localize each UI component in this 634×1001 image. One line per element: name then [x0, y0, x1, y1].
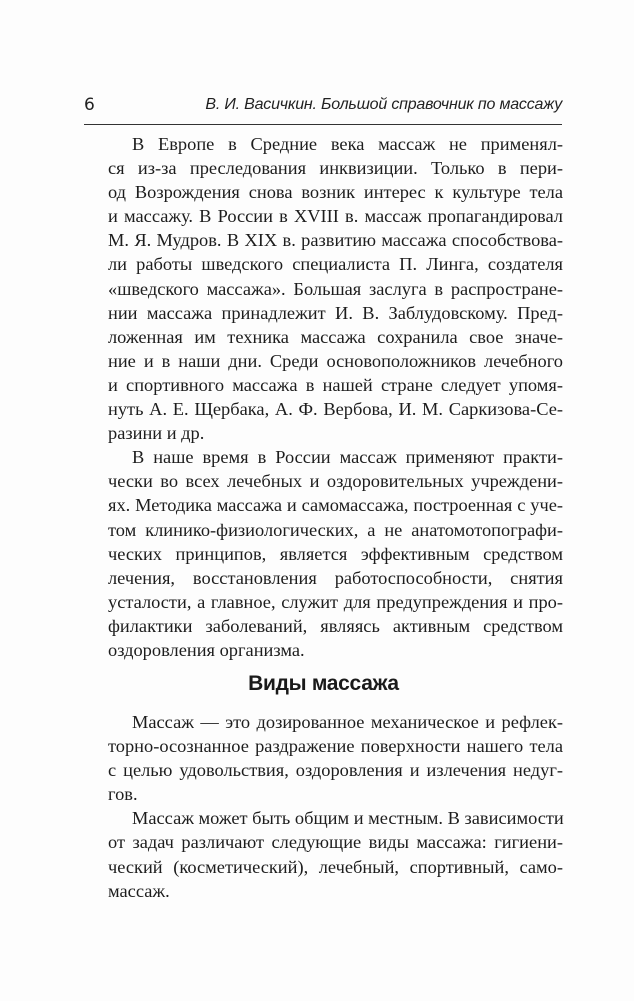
- text-line: В Европе в Средние века массаж не применял-: [132, 134, 563, 154]
- text-line: оздоровления организма.: [108, 639, 305, 660]
- text-line: торно-осознанное раздражение поверхности нашего тела: [108, 736, 563, 757]
- text-line: усталости, а главное, служит для предупреждения и про-: [108, 591, 563, 612]
- text-line: филактики заболеваний, являясь активным средством: [108, 615, 563, 636]
- text-line: ческих принципов, является эффективным средством: [108, 543, 563, 564]
- text-line: массаж.: [108, 880, 170, 901]
- text-line: и спортивного массажа в нашей стране следует упомя-: [108, 374, 563, 395]
- text-line: М. Я. Мудров. В XIX в. развитию массажа способствова-: [108, 230, 563, 251]
- text-line: од Возрождения снова возник интерес к культуре тела: [108, 182, 563, 203]
- page-header: [84, 94, 562, 120]
- text-line: ческий (косметический), лечебный, спортивный, само-: [108, 856, 563, 877]
- text-line: ях. Методика массажа и самомассажа, построенная с уче-: [108, 495, 563, 516]
- paragraph: [84, 132, 563, 445]
- text-line: Массаж — это дозированное механическое и рефлек-: [132, 712, 563, 732]
- text-line: ложенная им техника массажа сохранила свое значе-: [108, 326, 563, 347]
- header-rule: [84, 124, 562, 125]
- paragraph: [84, 445, 563, 662]
- paragraph: [84, 710, 563, 806]
- text-line: и массажу. В России в XVIII в. массаж пропагандировал: [108, 206, 563, 227]
- running-title: В. И. Васичкин. Большой справочник по массажу: [205, 96, 562, 113]
- text-line: лечения, восстановления работоспособности, снятия: [108, 567, 563, 588]
- text-line: гов.: [108, 784, 138, 805]
- text-line: разини и др.: [108, 423, 205, 444]
- page-number: 6: [84, 95, 95, 115]
- text-line: нуть А. Е. Щербака, А. Ф. Вербова, И. М. Саркизова-Се-: [108, 399, 563, 420]
- text-line: с целью удовольствия, оздоровления и излечения недуг-: [108, 760, 563, 781]
- body-text-top: [84, 132, 563, 662]
- body-text-bottom: [84, 710, 563, 903]
- text-line: том клинико-физиологических, а не анатомотопографи-: [108, 519, 563, 540]
- paragraph: [84, 806, 563, 902]
- section-heading: Виды массажа: [248, 672, 399, 695]
- text-line: В наше время в России массаж применяют практи-: [132, 447, 563, 468]
- text-line: нии массажа принадлежит И. В. Заблудовскому. Пред-: [108, 302, 563, 323]
- text-line: от задач различают следующие виды массажа: гигиени-: [108, 832, 563, 853]
- text-line: «шведского массажа». Большая заслуга в распростране-: [108, 278, 563, 299]
- text-line: ся из-за преследования инквизиции. Только в пери-: [108, 158, 563, 179]
- text-line: Массаж может быть общим и местным. В зависимости: [132, 808, 564, 829]
- text-line: ние и в наши дни. Среди основоположников лечебного: [108, 350, 563, 371]
- text-line: чески во всех лечебных и оздоровительных учреждени-: [108, 471, 563, 492]
- text-line: ли работы шведского специалиста П. Линга, создателя: [108, 254, 563, 275]
